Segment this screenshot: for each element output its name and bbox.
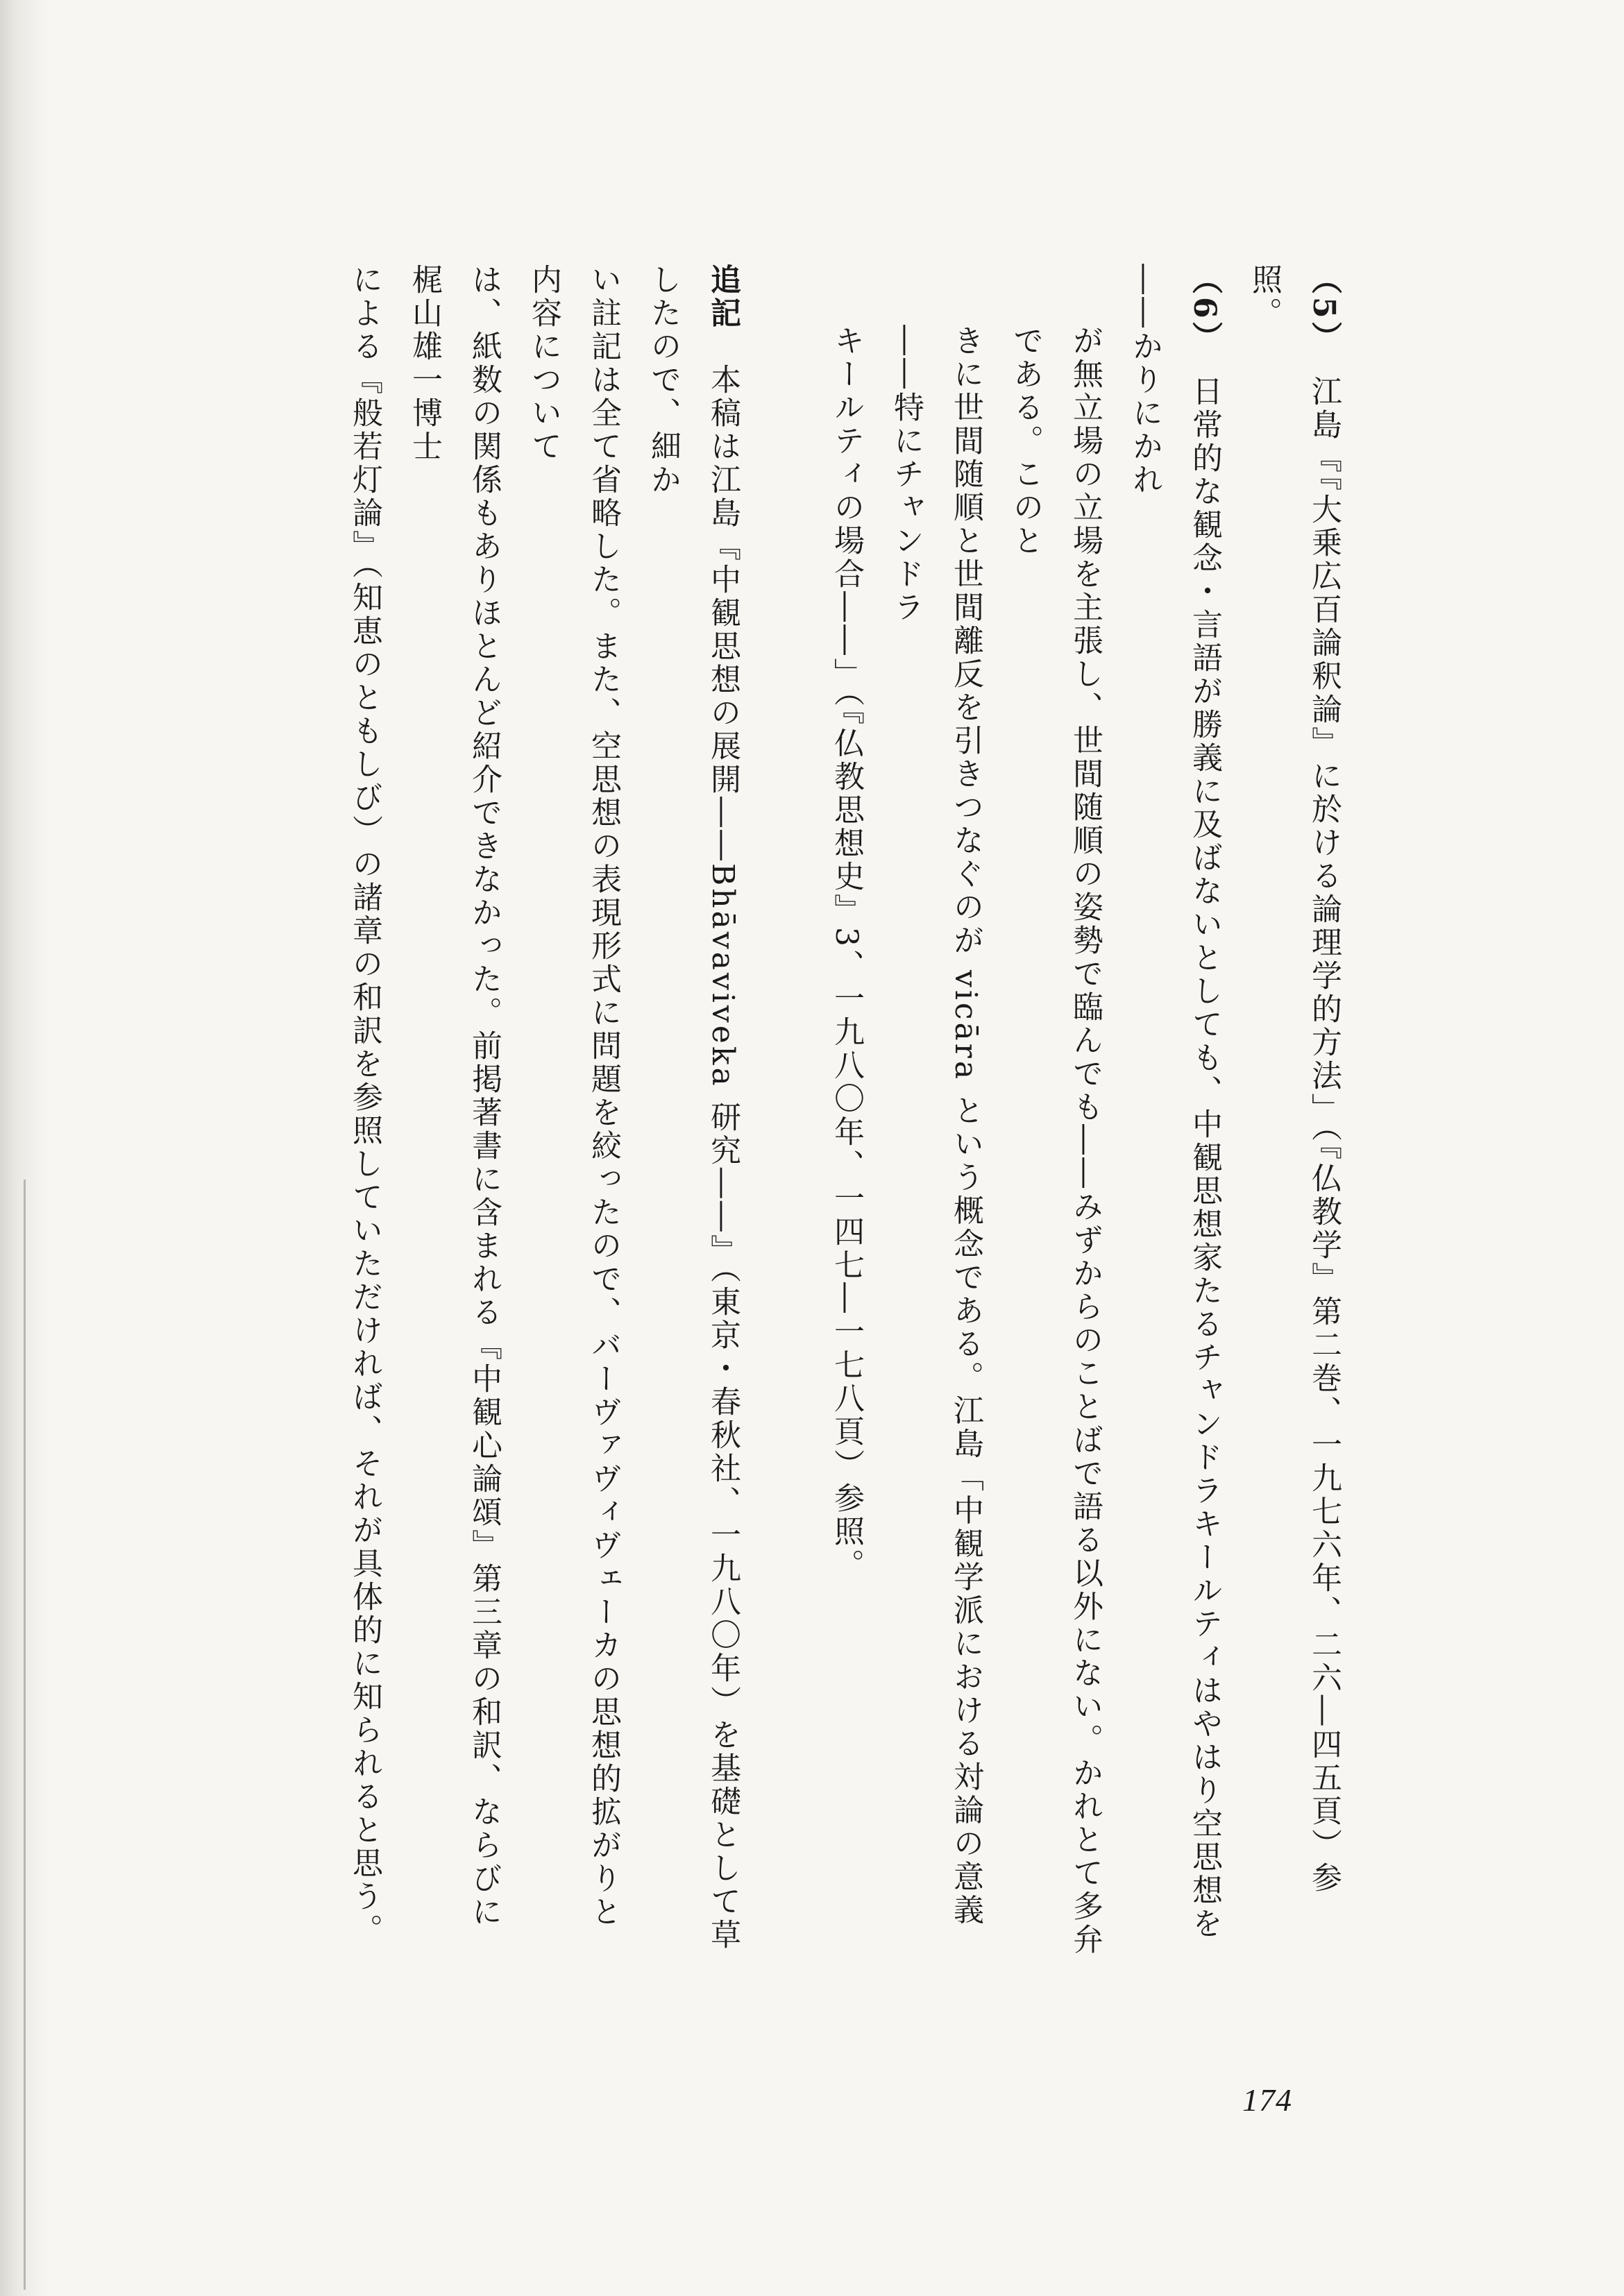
note-6-line-4: キールティの場合――」（『仏教思想史』3、一九八〇年、一四七―一七八頁）参照。 (829, 325, 864, 1582)
addendum-line-2: い註記は全て省略した。また、空思想の表現形式に問題を絞ったので、バーヴァヴィヴェーカの思想的拡がりと内容について (526, 264, 621, 1929)
addendum-line-1: 本稿は江島『中観思想の展開――Bhāvaviveka 研究――』（東京・春秋社、一九八〇年）を基礎として草したので、細か (645, 264, 741, 1952)
note-6-line-2: が無立場の立場を主張し、世間随順の姿勢で臨んでも――みずからのことばで語る以外にない。かれとて多弁である。このと (1008, 325, 1103, 1957)
addendum (633, 264, 752, 1957)
note-6-line-4-row (816, 264, 876, 1957)
note-6-line-2-row (995, 264, 1115, 1957)
note-6-line-3: きに世間随順と世間離反を引きつなぐのが vicāra という概念である。江島「中観学派における対論の意義――特にチャンドラ (888, 325, 983, 1928)
note-6-line-1: 日常的な観念・言語が勝義に及ばないとしても、中観思想家たるチャンドラキールティはやはり空思想を――かりにかれ (1127, 264, 1222, 1941)
addendum-line-3: は、紙数の関係もありほとんど紹介できなかった。前掲著書に含まれる『中観心論頌』第三章の和訳、ならびに梶山雄一博士 (407, 264, 502, 1929)
note-6 (1115, 264, 1234, 1957)
addendum-line-3-row (394, 264, 514, 1957)
addendum-line-4: による『般若灯論』（知恵のともしび）の諸章の和訳を参照していただければ、それが具体的に知られると思う。 (347, 264, 382, 1947)
vertical-text-block (335, 264, 1353, 1957)
addendum-line-4-row (335, 264, 394, 1957)
scan-line (24, 1180, 26, 2290)
section-gap (752, 264, 816, 271)
page-number: 174 (1242, 2082, 1292, 2118)
addendum-line-2-row (514, 264, 633, 1957)
note-5-text: 江島『『大乗広百論釈論』に於ける論理学的方法」（『仏教学』第二巻、一九七六年、二六―四五頁）参照。 (1246, 264, 1342, 1895)
note-5 (1234, 264, 1353, 1957)
note-6-label: （6） (1187, 264, 1222, 355)
addendum-label: 追記 (705, 264, 741, 330)
note-6-line-3-row (876, 264, 995, 1957)
note-5-label: （5） (1306, 264, 1342, 355)
